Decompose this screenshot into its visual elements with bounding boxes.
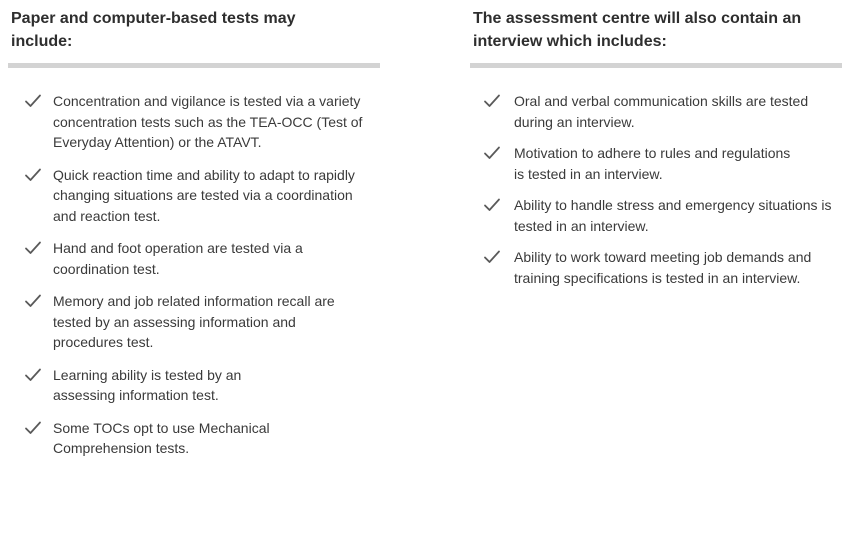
checkmark-icon [483, 93, 501, 109]
checkmark-icon [24, 167, 42, 183]
list-item-text: Memory and job related information recall are tested by an assessing information and procedures test. [53, 293, 335, 350]
list-item [8, 238, 368, 279]
list-item-text: Ability to work toward meeting job demands and training specifications is tested in an interview. [514, 249, 812, 286]
list-item [470, 247, 834, 288]
list-item [470, 91, 834, 132]
list-item-text: Ability to handle stress and emergency situations is tested in an interview. [514, 197, 832, 234]
checkmark-icon [24, 420, 42, 436]
list-item-text: Motivation to adhere to rules and regulations is tested in an interview. [514, 145, 791, 182]
checkmark-icon [24, 293, 42, 309]
checkmark-icon [24, 367, 42, 383]
list-item [8, 418, 343, 459]
left-list [8, 91, 380, 459]
list-item-text: Oral and verbal communication skills are tested during an interview. [514, 93, 809, 130]
right-divider [470, 63, 842, 68]
checkmark-icon [24, 93, 42, 109]
left-column [8, 0, 380, 471]
list-item [8, 365, 303, 406]
checkmark-icon [483, 249, 501, 265]
list-item [8, 165, 365, 227]
list-item [8, 91, 363, 153]
checkmark-icon [483, 145, 501, 161]
list-item [8, 291, 343, 353]
list-item-text: Concentration and vigilance is tested via a variety concentration tests such as the TEA-OCC (Test of Everyday Attention) or the ATAVT. [53, 93, 363, 150]
right-list [470, 91, 842, 288]
right-column [470, 0, 842, 299]
right-heading: The assessment centre will also contain an interview which includes: [473, 10, 802, 50]
list-item [470, 195, 834, 236]
list-item-text: Some TOCs opt to use Mechanical Comprehension tests. [53, 419, 270, 456]
list-item [470, 143, 804, 184]
left-divider [8, 63, 380, 68]
list-item-text: Hand and foot operation are tested via a coordination test. [53, 240, 303, 277]
checkmark-icon [483, 197, 501, 213]
list-item-text: Quick reaction time and ability to adapt to rapidly changing situations are tested via a coordination and reaction test. [53, 166, 355, 224]
checkmark-icon [24, 240, 42, 256]
list-item-text: Learning ability is tested by an assessing information test. [53, 366, 242, 403]
left-heading: Paper and computer-based tests may include: [11, 10, 296, 50]
